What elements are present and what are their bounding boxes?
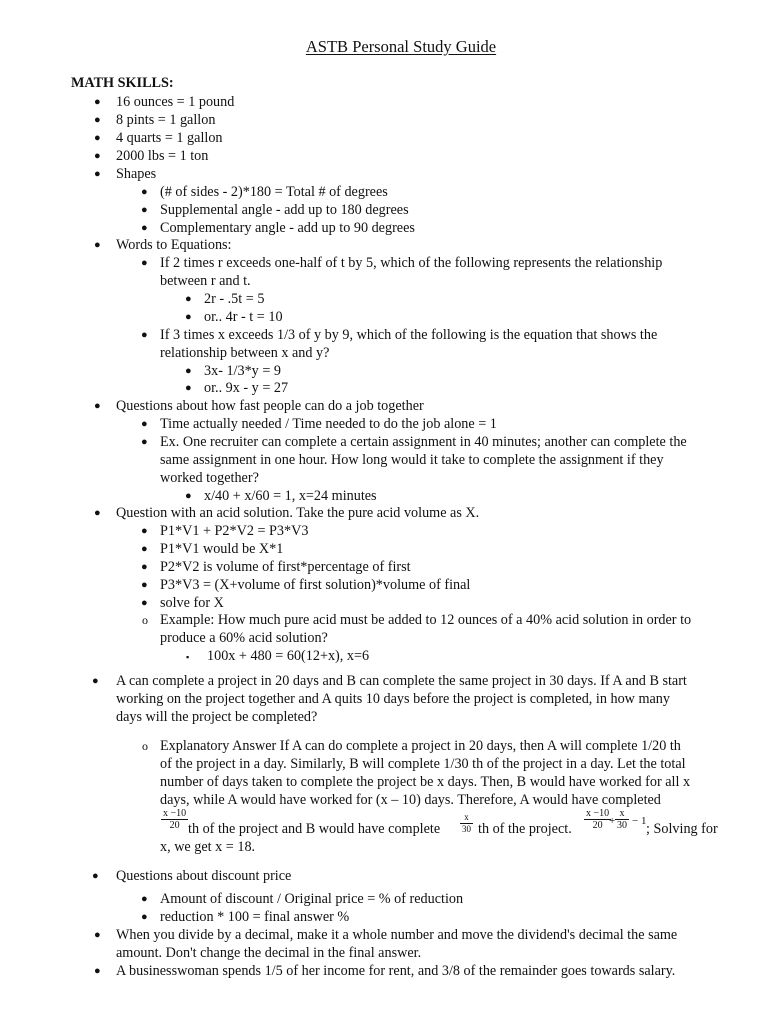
fraction xyxy=(460,812,473,835)
list-item: A businesswoman spends 1/5 of her income for rent, and 3/8 of the remainder goes towards salary. xyxy=(116,963,676,979)
section-heading: MATH SKILLS: xyxy=(71,75,174,91)
list-item: If 3 times x exceeds 1/3 of y by 9, which of the following is the equation that shows the xyxy=(160,327,658,343)
plus-sign: + xyxy=(609,815,616,827)
list-item: Ex. One recruiter can complete a certain assignment in 40 minutes; another can complete the xyxy=(160,434,687,450)
bullet-icon: ● xyxy=(141,579,148,591)
bullet-icon: ● xyxy=(141,418,148,430)
list-item-continuation: relationship between x and y? xyxy=(160,345,330,361)
list-item: If 2 times r exceeds one-half of t by 5, which of the following represents the relationship xyxy=(160,255,663,271)
bullet-icon: ● xyxy=(94,239,101,251)
bullet-icon: ● xyxy=(141,597,148,609)
list-item-continuation: th of the project. xyxy=(478,821,572,837)
bullet-icon: ● xyxy=(141,911,148,923)
list-item-continuation: th of the project and B would have complete xyxy=(188,821,441,837)
bullet-icon: ● xyxy=(94,929,101,941)
fraction xyxy=(161,808,188,831)
bullet-icon: ● xyxy=(94,150,101,162)
list-item-continuation: between r and t. xyxy=(160,273,251,289)
list-item-continuation: days, while A would have worked for (x – 10) days. Therefore, A would have completed xyxy=(160,792,661,808)
fraction-numerator: x −10 xyxy=(586,808,610,819)
list-item: Amount of discount / Original price = % of reduction xyxy=(160,891,464,907)
fraction-denominator: 20 xyxy=(169,820,180,831)
list-item: 100x + 480 = 60(12+x), x=6 xyxy=(207,648,370,664)
bullet-icon: ● xyxy=(185,311,192,323)
bullet-icon: ● xyxy=(92,870,99,882)
fraction xyxy=(615,808,629,831)
bullet-icon: ● xyxy=(94,400,101,412)
fraction-numerator: x −10 xyxy=(163,808,187,819)
list-item-continuation: same assignment in one hour. How long would it take to complete the assignment if they xyxy=(160,452,664,468)
list-item-continuation: x, we get x = 18. xyxy=(160,839,256,855)
list-item: Time actually needed / Time needed to do the job alone = 1 xyxy=(160,416,497,432)
bullet-icon: ● xyxy=(141,204,148,216)
fraction-denominator: 20 xyxy=(592,820,603,831)
list-item: P1*V1 + P2*V2 = P3*V3 xyxy=(160,523,309,539)
list-item: Explanatory Answer If A can do complete a project in 20 days, then A will complete 1/20 th xyxy=(160,738,681,754)
bullet-icon: ● xyxy=(141,893,148,905)
list-item: P2*V2 is volume of first*percentage of first xyxy=(160,559,411,575)
list-item: Complementary angle - add up to 90 degrees xyxy=(160,220,415,236)
list-item-continuation: working on the project together and A quits 10 days before the project is completed, in how many xyxy=(116,691,670,707)
list-item: Words to Equations: xyxy=(116,237,232,253)
list-item-continuation: worked together? xyxy=(160,470,259,486)
bullet-icon: ● xyxy=(94,96,101,108)
fraction-numerator: x xyxy=(460,812,473,824)
list-item: A can complete a project in 20 days and B can complete the same project in 30 days. If A and B start xyxy=(116,673,687,689)
bullet-icon: ● xyxy=(185,365,192,377)
list-item: 2r - .5t = 5 xyxy=(204,291,265,307)
bullet-icon: ● xyxy=(141,525,148,537)
bullet-icon: ● xyxy=(94,168,101,180)
fraction-numerator: x xyxy=(615,808,629,820)
list-item-continuation: of the project in a day. Similarly, B will complete 1/30 th of the project in a day. Let the total xyxy=(160,756,686,772)
list-item: 2000 lbs = 1 ton xyxy=(116,148,209,164)
list-item: When you divide by a decimal, make it a whole number and move the dividend's decimal the same xyxy=(116,927,678,943)
list-item: 4 quarts = 1 gallon xyxy=(116,130,223,146)
document-title: ASTB Personal Study Guide xyxy=(305,37,497,56)
list-item: 16 ounces = 1 pound xyxy=(116,94,235,110)
list-item: 8 pints = 1 gallon xyxy=(116,112,216,128)
list-item: Questions about how fast people can do a job together xyxy=(116,398,424,414)
bullet-icon: ● xyxy=(94,965,101,977)
bullet-icon: ● xyxy=(141,329,148,341)
list-item: Supplemental angle - add up to 180 degrees xyxy=(160,202,409,218)
list-item-continuation: number of days taken to complete the project be x days. Then, B would have worked for all x xyxy=(160,774,691,790)
circle-bullet-icon: o xyxy=(142,613,148,627)
list-item: Question with an acid solution. Take the pure acid volume as X. xyxy=(116,505,480,521)
bullet-icon: ● xyxy=(141,561,148,573)
bullet-icon: ● xyxy=(141,257,148,269)
bullet-icon: ● xyxy=(94,507,101,519)
circle-bullet-icon: o xyxy=(142,739,148,753)
bullet-icon: ● xyxy=(94,114,101,126)
list-item: P1*V1 would be X*1 xyxy=(160,541,284,557)
list-item-continuation: days will the project be completed? xyxy=(116,709,318,725)
list-item: reduction * 100 = final answer % xyxy=(160,909,350,925)
bullet-icon: ● xyxy=(185,382,192,394)
list-item-continuation: amount. Don't change the decimal in the final answer. xyxy=(116,945,422,961)
bullet-icon: ● xyxy=(185,490,192,502)
bullet-icon: ● xyxy=(141,186,148,198)
list-item: (# of sides - 2)*180 = Total # of degrees xyxy=(160,184,388,200)
list-item: Questions about discount price xyxy=(116,868,292,884)
list-item: P3*V3 = (X+volume of first solution)*volume of final xyxy=(160,577,471,593)
list-item: x/40 + x/60 = 1, x=24 minutes xyxy=(204,488,377,504)
fraction-denominator: 30 xyxy=(617,820,627,831)
fraction xyxy=(584,808,611,831)
list-item-continuation: produce a 60% acid solution? xyxy=(160,630,328,646)
bullet-icon: ● xyxy=(141,543,148,555)
minus-one: − 1 xyxy=(632,815,647,827)
bullet-icon: ● xyxy=(185,293,192,305)
bullet-icon: ● xyxy=(92,675,99,687)
square-bullet-icon: ▪ xyxy=(186,652,190,662)
list-item: solve for X xyxy=(160,595,224,611)
bullet-icon: ● xyxy=(141,222,148,234)
list-item: Shapes xyxy=(116,166,157,182)
fraction-denominator: 30 xyxy=(462,824,471,834)
list-item: or.. 4r - t = 10 xyxy=(204,309,283,325)
list-item: 3x- 1/3*y = 9 xyxy=(204,363,281,379)
bullet-icon: ● xyxy=(94,132,101,144)
list-item: Example: How much pure acid must be added to 12 ounces of a 40% acid solution in order to xyxy=(160,612,692,628)
list-item: or.. 9x - y = 27 xyxy=(204,380,289,396)
list-item-continuation: ; Solving for xyxy=(646,821,718,837)
bullet-icon: ● xyxy=(141,436,148,448)
